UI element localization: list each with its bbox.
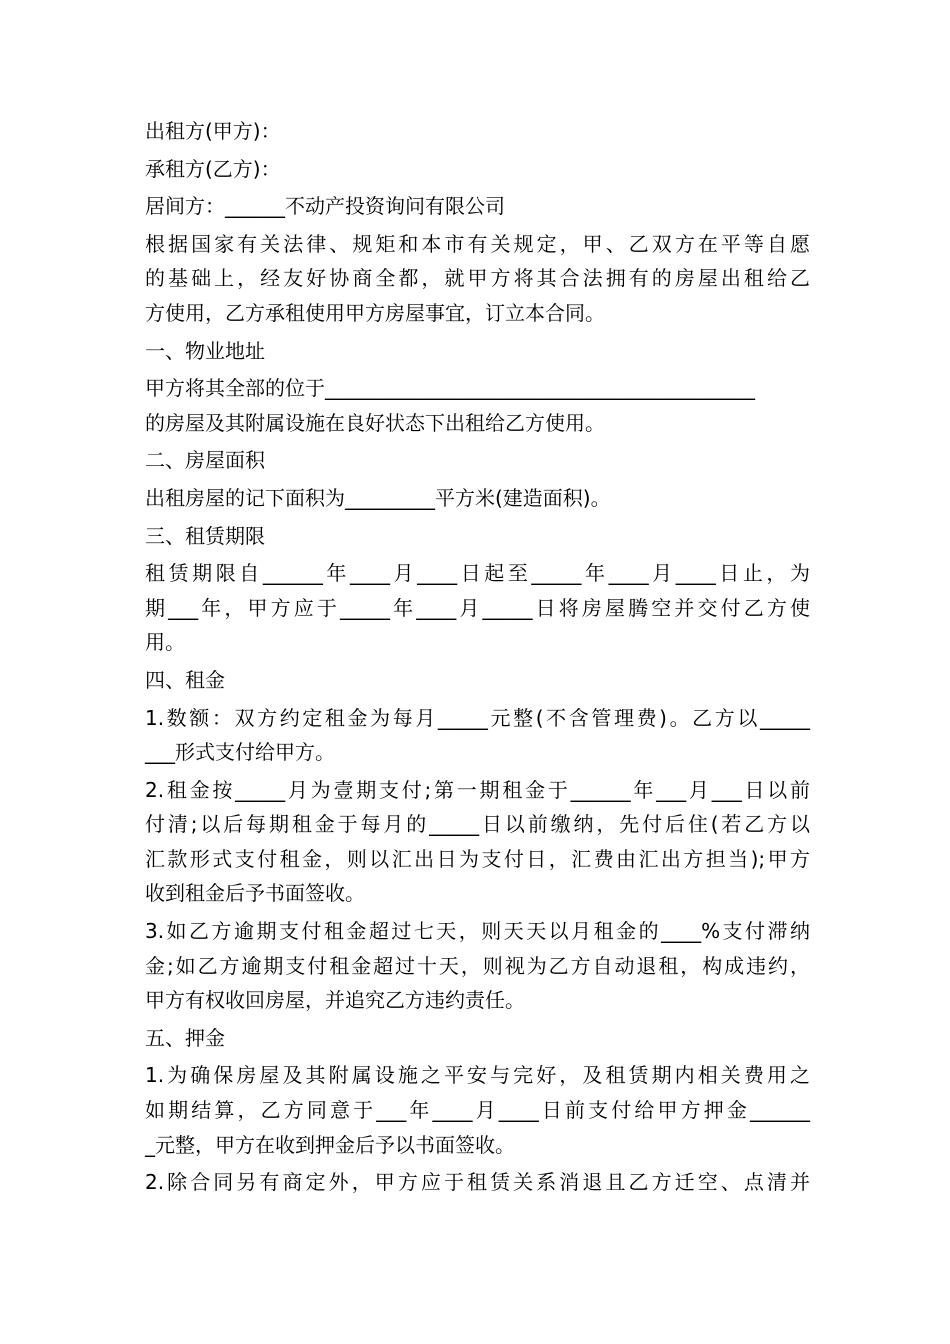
text-line: 2.除合同另有商定外，甲方应于租赁关系消退且乙方迁空、点清并 (145, 1170, 810, 1195)
text-line: 居间方：______不动产投资询问有限公司 (145, 194, 505, 219)
text-line: 如期结算，乙方同意于___年____月____日前支付给甲方押金______ (145, 1098, 810, 1123)
text-line: 金;如乙方逾期支付租金超过十天，则视为乙方自动退租，构成违约， (145, 953, 810, 978)
text-line: 二、房屋面积 (145, 448, 265, 473)
text-line: 出租方(甲方)： (145, 119, 281, 143)
text-line: 一、物业地址 (145, 338, 265, 363)
text-line: 的基础上，经友好协商全都，就甲方将其合法拥有的房屋出租给乙 (145, 266, 810, 291)
text-line: 1.为确保房屋及其附属设施之平安与完好，及租赁期内相关费用之 (145, 1063, 810, 1088)
text-line: ___形式支付给甲方。 (145, 740, 335, 765)
text-line: _元整，甲方在收到押金后予以书面签收。 (145, 1132, 515, 1157)
text-line: 用。 (145, 630, 185, 655)
text-line: 根据国家有关法律、规矩和本市有关规定，甲、乙双方在平等自愿 (145, 231, 810, 256)
text-line: 3.如乙方逾期支付租金超过七天，则天天以月租金的____%支付滞纳 (145, 919, 810, 944)
text-line: 的房屋及其附属设施在良好状态下出租给乙方使用。 (145, 410, 605, 435)
text-line: 收到租金后予书面签收。 (145, 881, 365, 906)
text-line: 租赁期限自______年____月____日起至_____年____月____日止，为 (145, 561, 810, 586)
text-line: 1.数额：双方约定租金为每月_____元整(不含管理费)。乙方以_____ (145, 705, 810, 730)
text-line: 方使用，乙方承租使用甲方房屋事宜，订立本合同。 (145, 300, 605, 325)
text-line: 付清;以后每期租金于每月的_____日以前缴纳，先付后住(若乙方以 (145, 812, 810, 837)
text-line: 五、押金 (145, 1025, 225, 1050)
text-line: 甲方有权收回房屋，并追究乙方违约责任。 (145, 988, 525, 1013)
text-line: 2.租金按_____月为壹期支付;第一期租金于______年___月___日以前 (145, 777, 810, 802)
text-line: 四、租金 (145, 667, 225, 692)
text-line: 承租方(乙方)： (145, 156, 281, 181)
text-line: 出租房屋的记下面积为_________平方米(建造面积)。 (145, 485, 611, 510)
contract-body (145, 114, 810, 1200)
text-line: 甲方将其全部的位于___________________________________________ (145, 376, 755, 401)
text-line: 三、租赁期限 (145, 523, 265, 548)
text-line: 期___年，甲方应于_____年____月_____日将房屋腾空并交付乙方使 (145, 595, 810, 620)
text-line: 汇款形式支付租金，则以汇出日为支付日，汇费由汇出方担当);甲方 (145, 846, 810, 871)
